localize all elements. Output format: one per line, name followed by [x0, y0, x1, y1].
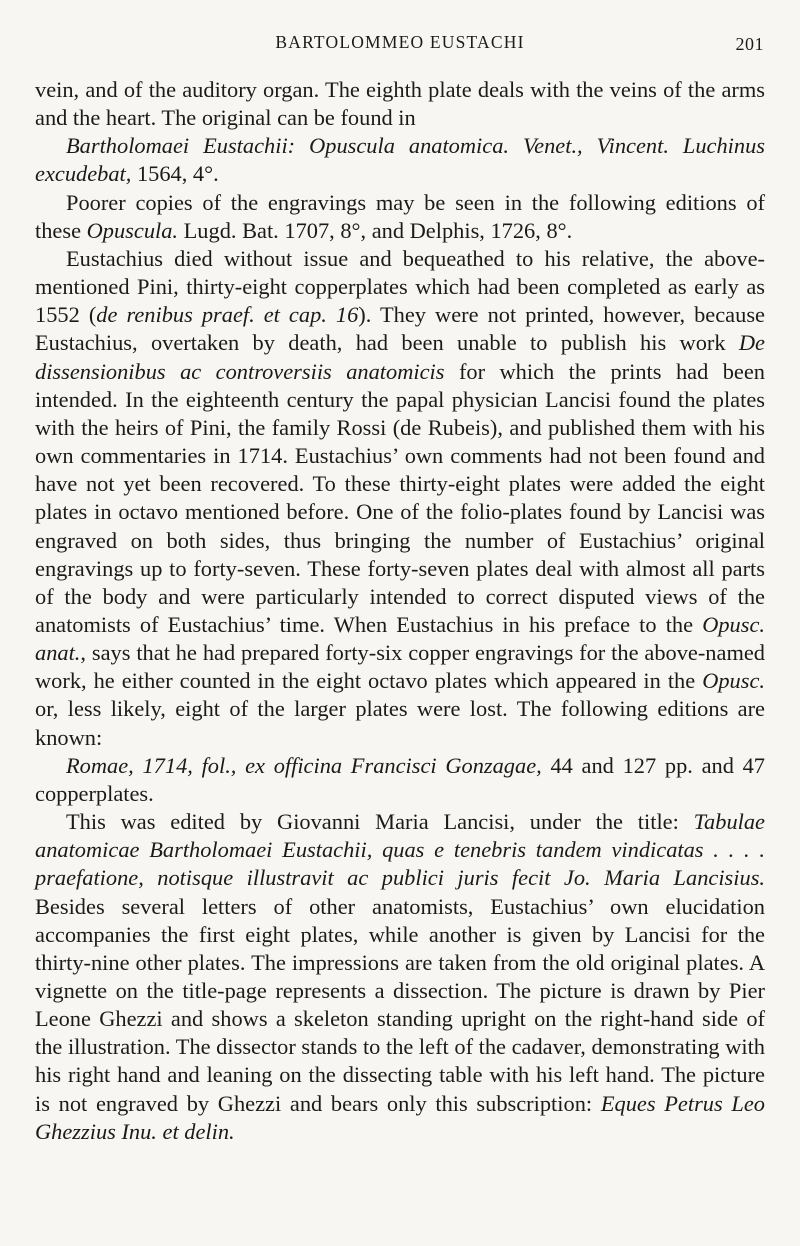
text-run: Eustachius died without issue and bequeathed to his relative, the above-mentioned Pini, thirty-eight copperplates which had been completed as early as 1552 (: [35, 245, 765, 328]
text-run-italic: De dissensionibus ac controversiis anatomicis: [35, 330, 765, 384]
running-title: BARTOLOMMEO EUSTACHI: [275, 32, 525, 52]
text-run: for which the prints had been intended. In the eighteenth century the papal physician Lancisi found the plates with the heirs of Pini, the family Rossi (de Rubeis), and published them with his own commentaries in 1714. Eustachius’ own comments had not been found and have not yet been recovered. To these thirty-eight plates were added the eight plates in octavo mentioned before. One of the folio-plates found by Lancisi was engraved on both sides, thus bringing the number of Eustachius’ original engravings up to forty-seven. These forty-seven plates deal with almost all parts of the body and were particularly intended to correct disputed views of the anatomists of Eustachius’ time. When Eustachius in his preface to the: [35, 358, 765, 637]
paragraph-edited-by-lancisi: [35, 808, 765, 1146]
text-run: Lugd. Bat. 1707, 8°, and Delphis, 1726, 8°.: [178, 217, 573, 243]
text-run-italic: Opusc.: [702, 668, 765, 694]
text-run: 1564, 4°.: [131, 161, 219, 187]
text-run: , says that he had prepared forty-six copper engravings for the above-named work, he either counted in the eight octavo plates which appeared in the: [35, 640, 765, 694]
text-run-italic: Eques Petrus Leo Ghezzius Inu. et delin.: [35, 1090, 765, 1144]
body-text: [35, 76, 765, 1146]
page-number: 201: [735, 34, 764, 54]
text-run-italic: Opuscula.: [86, 217, 179, 243]
paragraph-continuation: [35, 76, 765, 132]
paragraph-eustachius-died: [35, 245, 765, 752]
text-run-italic: Tabulae anatomicae Bartholomaei Eustachii, quas e tenebris tandem vindicatas . . . . praefatione, notisque illustravit ac publici juris fecit Jo. Maria Lancisius.: [35, 809, 765, 891]
text-run: This was edited by Giovanni Maria Lancisi, under the title:: [66, 809, 694, 835]
paragraph-citation-opuscula: [35, 132, 765, 188]
running-head: [36, 28, 764, 58]
text-run: Poorer copies of the engravings may be seen in the following editions of these: [35, 189, 765, 243]
text-run: vein, and of the auditory organ. The eighth plate deals with the veins of the arms and the heart. The original can be found in: [35, 77, 765, 131]
text-run-italic: Romae, 1714, fol., ex officina Francisci Gonzagae,: [66, 752, 542, 778]
text-run: or, less likely, eight of the larger plates were lost. The following editions are known:: [35, 696, 765, 750]
text-run-italic: Opusc. anat.: [35, 611, 765, 666]
text-run-italic: de renibus praef. et cap. 16: [96, 302, 359, 328]
text-run: 44 and 127 pp. and 47 copperplates.: [35, 752, 765, 806]
text-run-italic: Bartholomaei Eustachii: Opuscula anatomica. Venet., Vincent. Luchinus excudebat,: [35, 133, 765, 187]
paragraph-citation-romae: [35, 752, 765, 808]
text-run: ). They were not printed, however, because Eustachius, overtaken by death, had been unable to publish his work: [35, 302, 765, 356]
paragraph-poorer-copies: [35, 189, 765, 245]
text-run: Besides several letters of other anatomists, Eustachius’ own elucidation accompanies the first eight plates, while another is given by Lancisi for the thirty-nine other plates. The impressions are taken from the old original plates. A vignette on the title-page represents a dissection. The picture is drawn by Pier Leone Ghezzi and shows a skeleton standing upright on the right-hand side of the illustration. The dissector stands to the left of the cadaver, demonstrating with his right hand and leaning on the dissecting table with his left hand. The picture is not engraved by Ghezzi and bears only this subscription:: [35, 893, 765, 1116]
